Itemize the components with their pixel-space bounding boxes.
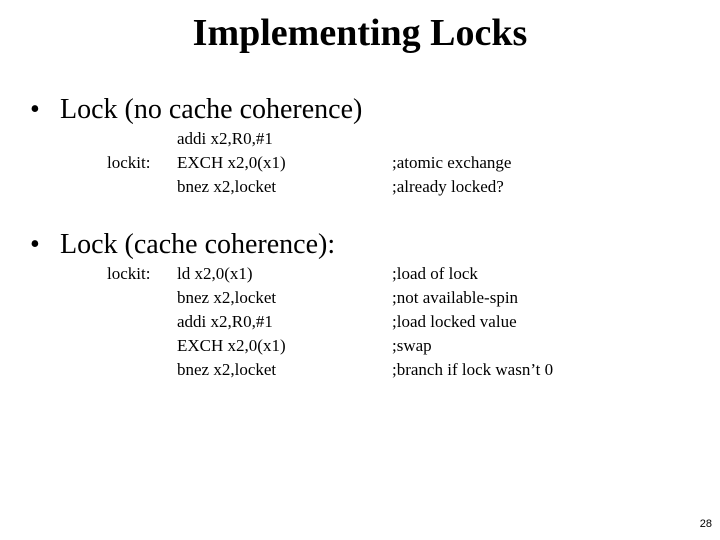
bullet-marker: • — [30, 229, 40, 260]
bullet-heading: Lock (no cache coherence) — [60, 94, 363, 125]
bullet-no-cache-coherence — [30, 94, 362, 126]
comment-line: ;load of lock — [392, 264, 478, 283]
comment-list — [392, 262, 553, 382]
code-label: lockit: — [107, 264, 151, 283]
comment-line: ;swap — [392, 336, 432, 355]
instruction-line: EXCH x2,0(x1) — [177, 153, 286, 172]
instruction-line: bnez x2,locket — [177, 288, 277, 307]
comment-line: ;branch if lock wasn’t 0 — [392, 360, 554, 379]
instruction-line: bnez x2,locket — [177, 177, 277, 196]
comment-line: ;already locked? — [392, 177, 504, 196]
instruction-line: bnez x2,locket — [177, 360, 277, 379]
comment-line: ;load locked value — [392, 312, 517, 331]
bullet-heading: Lock (cache coherence): — [60, 229, 336, 260]
instruction-line: addi x2,R0,#1 — [177, 129, 273, 148]
code-label: lockit: — [107, 153, 151, 172]
instruction-line: EXCH x2,0(x1) — [177, 336, 286, 355]
comment-line: ;atomic exchange — [392, 153, 512, 172]
page-number: 28 — [699, 518, 712, 530]
comment-list — [392, 151, 511, 199]
instruction-list — [177, 262, 286, 382]
comment-line: ;not available-spin — [392, 288, 519, 307]
bullet-cache-coherence — [30, 229, 335, 261]
instruction-list — [177, 127, 286, 199]
instruction-line: ld x2,0(x1) — [177, 264, 253, 283]
slide-title: Implementing Locks — [192, 12, 528, 54]
bullet-marker: • — [30, 94, 40, 125]
instruction-line: addi x2,R0,#1 — [177, 312, 273, 331]
